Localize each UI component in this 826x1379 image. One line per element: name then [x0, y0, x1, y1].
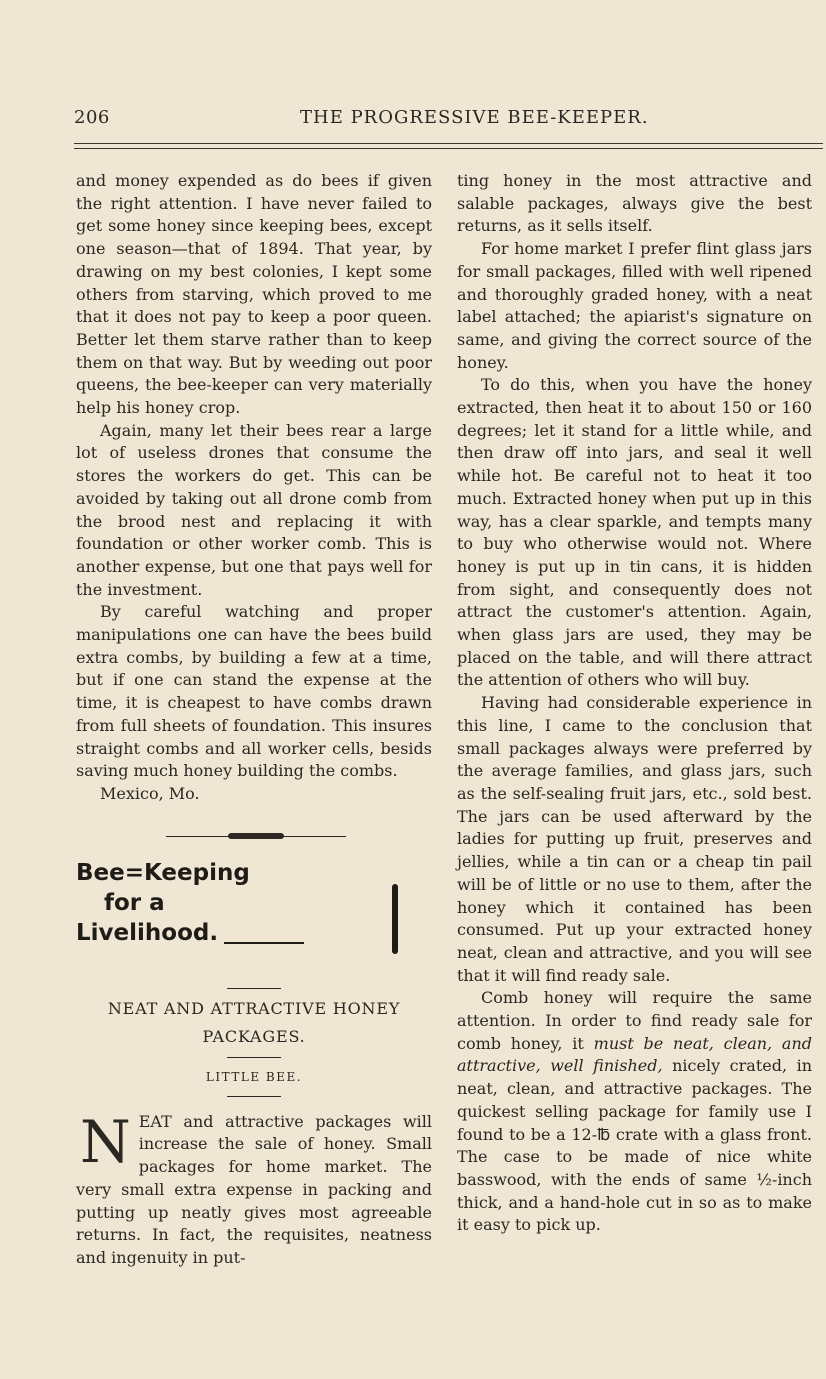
paragraph: and money expended as do bees if given the right attention. I have never failed to get some honey since keeping bees, except one season—that of 1894. That year, by drawing on my best colonies, I kept some others from starving, which proved to me that it does not pay to keep a poor queen. Better let them starve rather than to keep them on that way. But by weeding out poor queens, the bee-keeper can very materially help his honey crop.: [76, 171, 432, 418]
place-signature: Mexico, Mo.: [100, 783, 200, 803]
ornament-divider: [166, 830, 346, 844]
paragraph-text: EAT and attractive packages will increase the sale of honey. Small packages for home market. The very small extra expense in packing and putting up neatly gives most agreeable returns. In fact, the requisites, neatness and ingenuity in put-: [76, 1111, 432, 1267]
emphasis-text: must be neat, clean, and attractive, well finished,: [457, 1033, 813, 1076]
paragraph-text: Comb honey will require the same attention. In order to find ready sale for comb honey, it: [457, 988, 812, 1053]
divider: [227, 1096, 281, 1097]
section-title-line: for a: [104, 889, 165, 916]
page-header: [74, 107, 668, 133]
paragraph: For home market I prefer flint glass jars for small packages, filled with well ripened and thoroughly graded honey, with a neat label attached; the apiarist's signature on same, and giving the correct source of the honey.: [457, 239, 812, 372]
paragraph: ting honey in the most attractive and salable packages, always give the best returns, as it sells itself.: [457, 171, 812, 236]
page-number: 206: [74, 107, 110, 128]
paragraph: By careful watching and proper manipulations one can have the bees build extra combs, by building a few at a time, but if one can stand the expense at the time, it is cheapest to have combs drawn from full sheets of foundation. This insures straight combs and all worker cells, besids saving much honey building the combs.: [76, 602, 432, 781]
drop-cap: N: [80, 1107, 131, 1176]
section-title-line: Bee=Keeping: [76, 859, 250, 886]
divider: [227, 1057, 281, 1058]
left-column: [76, 170, 432, 1270]
right-column: [457, 170, 812, 1237]
title-flourish: [224, 942, 304, 944]
header-rule: [74, 143, 823, 149]
section-title-block: [76, 858, 432, 978]
paragraph: Again, many let their bees rear a large lot of useless drones that consume the stores the workers do get. This can be avoided by taking out all drone comb from the brood nest and replacing it with foundation or other worker comb. This is another expense, but one that pays well for the investment.: [76, 420, 432, 599]
divider: [227, 988, 281, 989]
article-heading: NEAT AND ATTRACTIVE HONEY PACKAGES.: [107, 998, 401, 1046]
paragraph: Having had considerable experience in this line, I came to the conclusion that small packages always were preferred by the average families, and glass jars, such as the self-sealing fruit jars, etc., sold best. The jars can be used afterward by the ladies for putting up fruit, preserves and jellies, while a tin can or a cheap tin pail will be of little or no use to them, after the honey which it contained has been consumed. Put up your extracted honey neat, clean and attractive, and you will see that it will find ready sale.: [457, 693, 812, 985]
section-title-line: Livelihood.: [76, 919, 219, 946]
running-title: THE PROGRESSIVE BEE-KEEPER.: [300, 107, 649, 128]
title-bracket: [392, 884, 398, 954]
section-title: [76, 858, 432, 948]
paragraph-text: nicely crated, in neat, clean, and attractive packages. The quickest selling package for family use I found to be a 12-℔ crate with a glass front. The case to be made of nice white basswood, with the ends of same ½-inch thick, and a hand-hole cut in so as to make it easy to pick up.: [457, 1056, 812, 1235]
paragraph: [76, 1107, 432, 1270]
paragraph: [457, 987, 812, 1237]
paragraph: To do this, when you have the honey extracted, then heat it to about 150 or 160 degrees; let it stand for a little while, and then draw off into jars, and seal it well while hot. Be careful not to heat it too much. Extracted honey when put up in this way, has a clear sparkle, and tempts many to buy who otherwise would not. Where honey is put up in tin cans, it is hidden from sight, and consequently does not attract the customer's attention. Again, when glass jars are used, they may be placed on the table, and will there attract the attention of others who will buy.: [457, 375, 812, 690]
byline: LITTLE BEE.: [205, 1069, 303, 1084]
